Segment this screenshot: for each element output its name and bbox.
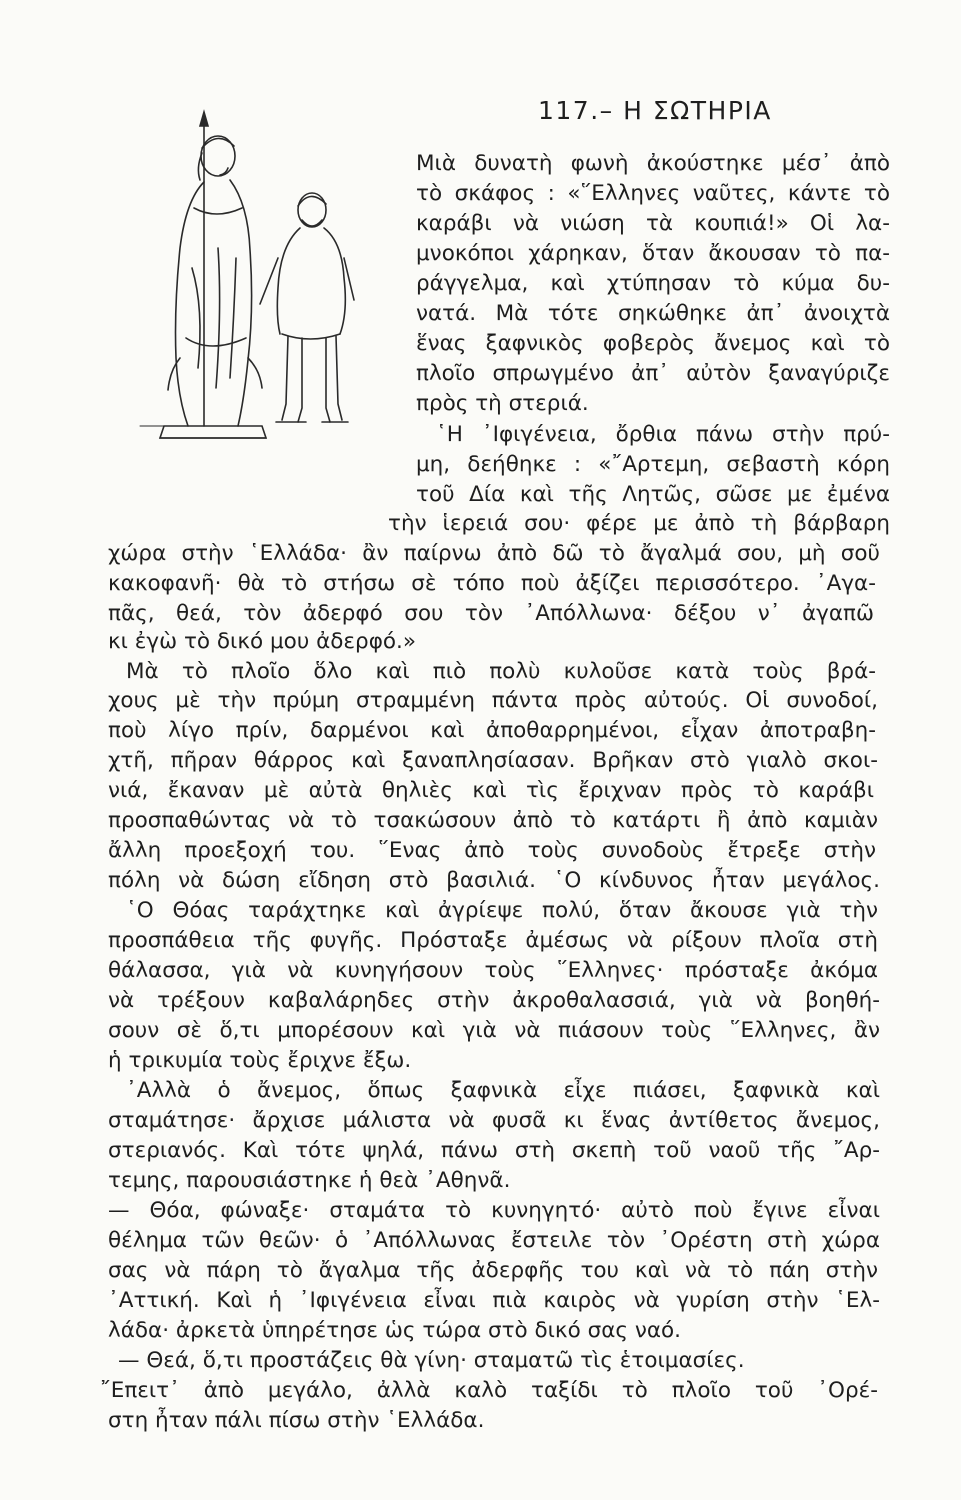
text-line: τεμης, παρουσιάστηκε ἡ θεὰ ᾽Αθηνᾶ.	[108, 1168, 511, 1193]
text-line: τοῦ Δία καὶ τῆς Λητῶς, σῶσε με ἐμένα	[416, 482, 890, 507]
text-line: Μὰ τὸ πλοῖο ὅλο καὶ πιὸ πολὺ κυλοῦσε κατὰ τοὺς βρά-	[126, 659, 876, 684]
text-line: χώρα στὴν ῾Ελλάδα· ἂν παίρνω ἀπὸ δῶ τὸ ἄγαλμά σου, μὴ σοῦ	[108, 541, 880, 566]
text-line: νὰ τρέξουν καβαλάρηδες στὴν ἀκροθαλασσιά, γιὰ νὰ βοηθή-	[108, 988, 880, 1013]
text-line: ῎Επειτ᾽ ἀπὸ μεγάλο, ἀλλὰ καλὸ ταξίδι τὸ πλοῖο τοῦ ᾽Ορέ-	[100, 1378, 878, 1403]
text-line: ἕνας ξαφνικὸς φοβερὸς ἄνεμος καὶ τὸ	[416, 331, 890, 356]
text-line: πρὸς τὴ στεριά.	[416, 391, 589, 416]
text-line: ᾽Αλλὰ ὁ ἄνεμος, ὅπως ξαφνικὰ εἶχε πιάσει, ξαφνικὰ καὶ	[126, 1078, 880, 1103]
text-line: κακοφανῆ· θὰ τὸ στήσω σὲ τόπο ποὺ ἀξίζει περισσότερο. ᾽Αγα-	[108, 571, 876, 596]
text-line: — Θεά, ὅ,τι προστάζεις θὰ γίνη· σταματῶ τὶς ἑτοιμασίες.	[118, 1348, 745, 1373]
text-line: ράγγελμα, καὶ χτύπησαν τὸ κύμα δυ-	[416, 271, 890, 296]
text-line: λάδα· ἀρκετὰ ὑπηρέτησε ὡς τώρα στὸ δικό σας ναό.	[108, 1318, 682, 1343]
text-line: τὴν ἱερειά σου· φέρε με ἀπὸ τὴ βάρβαρη	[388, 511, 890, 536]
text-line: νατά. Μὰ τότε σηκώθηκε ἀπ᾽ ἀνοιχτὰ	[416, 301, 890, 326]
illustration-iphigenia-and-man	[130, 108, 370, 468]
text-line: ἡ τρικυμία τοὺς ἔριχνε ἔξω.	[108, 1048, 412, 1073]
text-line: νιά, ἔκαναν μὲ αὐτὰ θηλιὲς καὶ τὶς ἔριχναν πρὸς τὸ καράβι	[108, 778, 874, 803]
text-line: πόλη νὰ δώση εἴδηση στὸ βασιλιά. ῾Ο κίνδυνος ἦταν μεγάλος.	[108, 868, 880, 893]
text-line: στη ἦταν πάλι πίσω στὴν ῾Ελλάδα.	[108, 1408, 485, 1433]
text-line: σουν σὲ ὅ,τι μπορέσουν καὶ γιὰ νὰ πιάσουν τοὺς ῞Ελληνες, ἂν	[108, 1018, 880, 1043]
text-line: μνοκόποι χάρηκαν, ὅταν ἄκουσαν τὸ πα-	[416, 241, 890, 266]
text-line: τὸ σκάφος : «῞Ελληνες ναῦτες, κάντε τὸ	[416, 181, 890, 206]
text-line: στεριανός. Καὶ τότε ψηλά, πάνω στὴ σκεπὴ τοῦ ναοῦ τῆς ῎Αρ-	[108, 1138, 880, 1163]
text-line: πᾶς, θεά, τὸν ἀδερφό σου τὸν ᾽Απόλλωνα· δέξου ν᾽ ἀγαπῶ	[108, 601, 874, 626]
text-line: χους μὲ τὴν πρύμη στραμμένη πάντα πρὸς αὐτούς. Οἱ συνοδοί,	[108, 688, 878, 713]
text-line: θέλημα τῶν θεῶν· ὁ ᾽Απόλλωνας ἔστειλε τὸν ᾽Ορέστη στὴ χώρα	[108, 1228, 880, 1253]
text-line: ποὺ λίγο πρίν, δαρμένοι καὶ ἀποθαρρημένοι, εἶχαν ἀποτραβη-	[108, 718, 876, 743]
text-line: ᾽Αττική. Καὶ ἡ ᾽Ιφιγένεια εἶναι πιὰ καιρὸς νὰ γυρίση στὴν ῾Ελ-	[108, 1288, 880, 1313]
text-line: χτῆ, πῆραν θάρρος καὶ ξαναπλησίασαν. Βρῆκαν στὸ γιαλὸ σκοι-	[108, 748, 878, 773]
text-line: θάλασσα, γιὰ νὰ κυνηγήσουν τοὺς ῞Ελληνες· πρόσταξε ἀκόμα	[108, 958, 878, 983]
text-line: σταμάτησε· ἄρχισε μάλιστα νὰ φυσᾶ κι ἕνας ἀντίθετος ἄνεμος,	[108, 1108, 880, 1133]
text-line: ῾Ο Θόας ταράχτηκε καὶ ἀγρίεψε πολύ, ὅταν ἄκουσε γιὰ τὴν	[126, 898, 878, 923]
text-line: πλοῖο σπρωγμένο ἀπ᾽ αὐτὸν ξαναγύριζε	[416, 361, 890, 386]
text-line: σας νὰ πάρη τὸ ἄγαλμα τῆς ἀδερφῆς του καὶ νὰ τὸ πάη στὴν	[108, 1258, 878, 1283]
text-line: Μιὰ δυνατὴ φωνὴ ἀκούστηκε μέσ᾽ ἀπὸ	[416, 151, 890, 176]
text-line: κι ἐγὼ τὸ δικό μου ἀδερφό.»	[108, 629, 417, 654]
text-line: καράβι νὰ νιώση τὰ κουπιά!» Οἱ λα-	[416, 211, 890, 236]
text-line: — Θόα, φώναξε· σταμάτα τὸ κυνηγητό· αὐτὸ ποὺ ἔγινε εἶναι	[108, 1198, 880, 1223]
text-line: ῾Η ᾽Ιφιγένεια, ὄρθια πάνω στὴν πρύ-	[436, 422, 890, 447]
chapter-title: 117.– Η ΣΩΤΗΡΙΑ	[538, 96, 772, 125]
text-line: προσπάθεια τῆς φυγῆς. Πρόσταξε ἀμέσως νὰ ρίξουν πλοῖα στὴ	[108, 928, 878, 953]
text-line: μη, δεήθηκε : «῎Αρτεμη, σεβαστὴ κόρη	[416, 452, 890, 477]
text-line: ἄλλη προεξοχή του. ῞Ενας ἀπὸ τοὺς συνοδοὺς ἔτρεξε στὴν	[108, 838, 876, 863]
text-line: προσπαθώντας νὰ τὸ τσακώσουν ἀπὸ τὸ κατάρτι ἢ ἀπὸ καμιὰν	[108, 808, 878, 833]
